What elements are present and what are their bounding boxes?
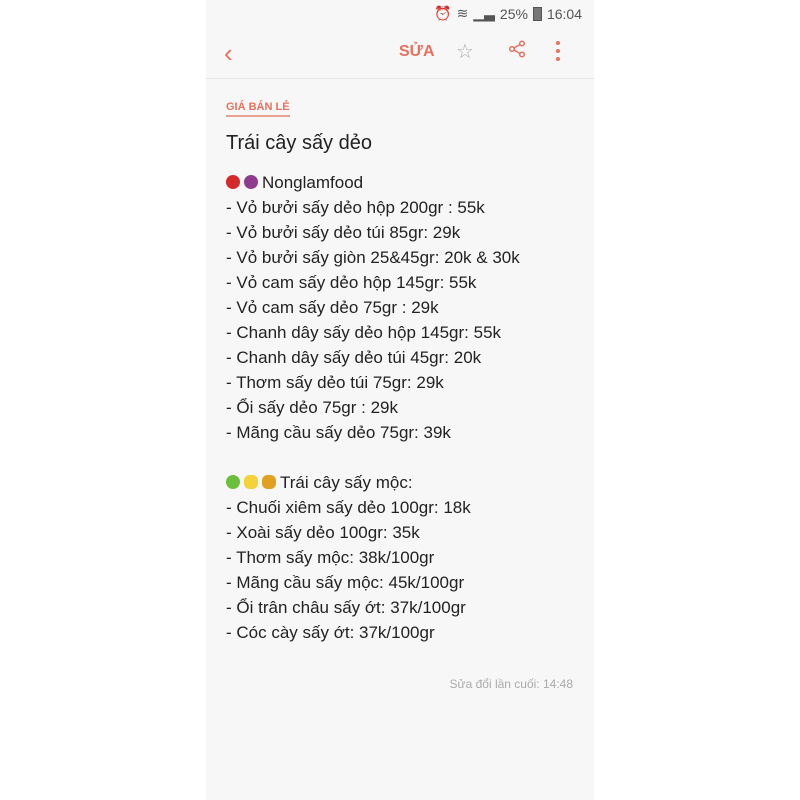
star-icon[interactable]: ☆: [456, 41, 474, 63]
share-icon[interactable]: [508, 40, 526, 63]
edit-button[interactable]: SỬA: [399, 43, 435, 60]
note-body[interactable]: [226, 170, 520, 645]
note-title: Trái cây sấy dẻo: [226, 132, 372, 154]
more-options-icon[interactable]: [556, 41, 560, 61]
list-item: - Vỏ bưởi sấy giòn 25&45gr: 20k & 30k: [226, 248, 520, 267]
toolbar: [206, 28, 594, 79]
signal-icon: ▁▃: [473, 5, 495, 21]
list-item: - Mãng cầu sấy mộc: 45k/100gr: [226, 573, 465, 592]
category-label[interactable]: GIÁ BÁN LẺ: [226, 101, 290, 117]
section-title: Trái cây sấy mộc:: [280, 473, 413, 492]
wifi-icon: ≋: [456, 5, 469, 21]
list-item: - Ổi sấy dẻo 75gr : 29k: [226, 398, 398, 417]
list-item: - Ổi trân châu sấy ớt: 37k/100gr: [226, 598, 466, 617]
grapes-emoji-icon: [244, 175, 258, 189]
list-item: - Chanh dây sấy dẻo túi 45gr: 20k: [226, 348, 482, 367]
clock: 16:04: [546, 5, 582, 22]
alarm-icon: ⏰: [434, 5, 452, 21]
list-item: - Mãng cầu sấy dẻo 75gr: 39k: [226, 423, 451, 442]
battery-percent: 25%: [499, 5, 528, 22]
section-title: Nonglamfood: [262, 173, 364, 192]
list-item: - Chuối xiêm sấy dẻo 100gr: 18k: [226, 498, 471, 517]
list-item: - Thơm sấy dẻo túi 75gr: 29k: [226, 373, 444, 392]
back-icon[interactable]: ‹: [224, 38, 233, 68]
phone-screen: [206, 0, 594, 800]
list-item: - Xoài sấy dẻo 100gr: 35k: [226, 523, 420, 542]
status-bar: [434, 5, 582, 22]
list-item: - Vỏ cam sấy dẻo 75gr : 29k: [226, 298, 439, 317]
list-item: - Vỏ cam sấy dẻo hộp 145gr: 55k: [226, 273, 477, 292]
list-item: - Cóc cày sấy ớt: 37k/100gr: [226, 623, 435, 642]
apple-emoji-icon: [226, 175, 240, 189]
list-item: - Vỏ bưởi sấy dẻo túi 85gr: 29k: [226, 223, 461, 242]
section-header: [226, 470, 520, 495]
section-header: [226, 170, 520, 195]
list-item: - Vỏ bưởi sấy dẻo hộp 200gr : 55k: [226, 198, 485, 217]
list-item: - Thơm sấy mộc: 38k/100gr: [226, 548, 435, 567]
list-item: - Chanh dây sấy dẻo hộp 145gr: 55k: [226, 323, 502, 342]
last-modified: Sửa đổi lần cuối: 14:48: [449, 677, 573, 691]
pineapple-emoji-icon: [262, 475, 276, 489]
banana-emoji-icon: [244, 475, 258, 489]
battery-icon: [533, 7, 542, 21]
green-apple-emoji-icon: [226, 475, 240, 489]
